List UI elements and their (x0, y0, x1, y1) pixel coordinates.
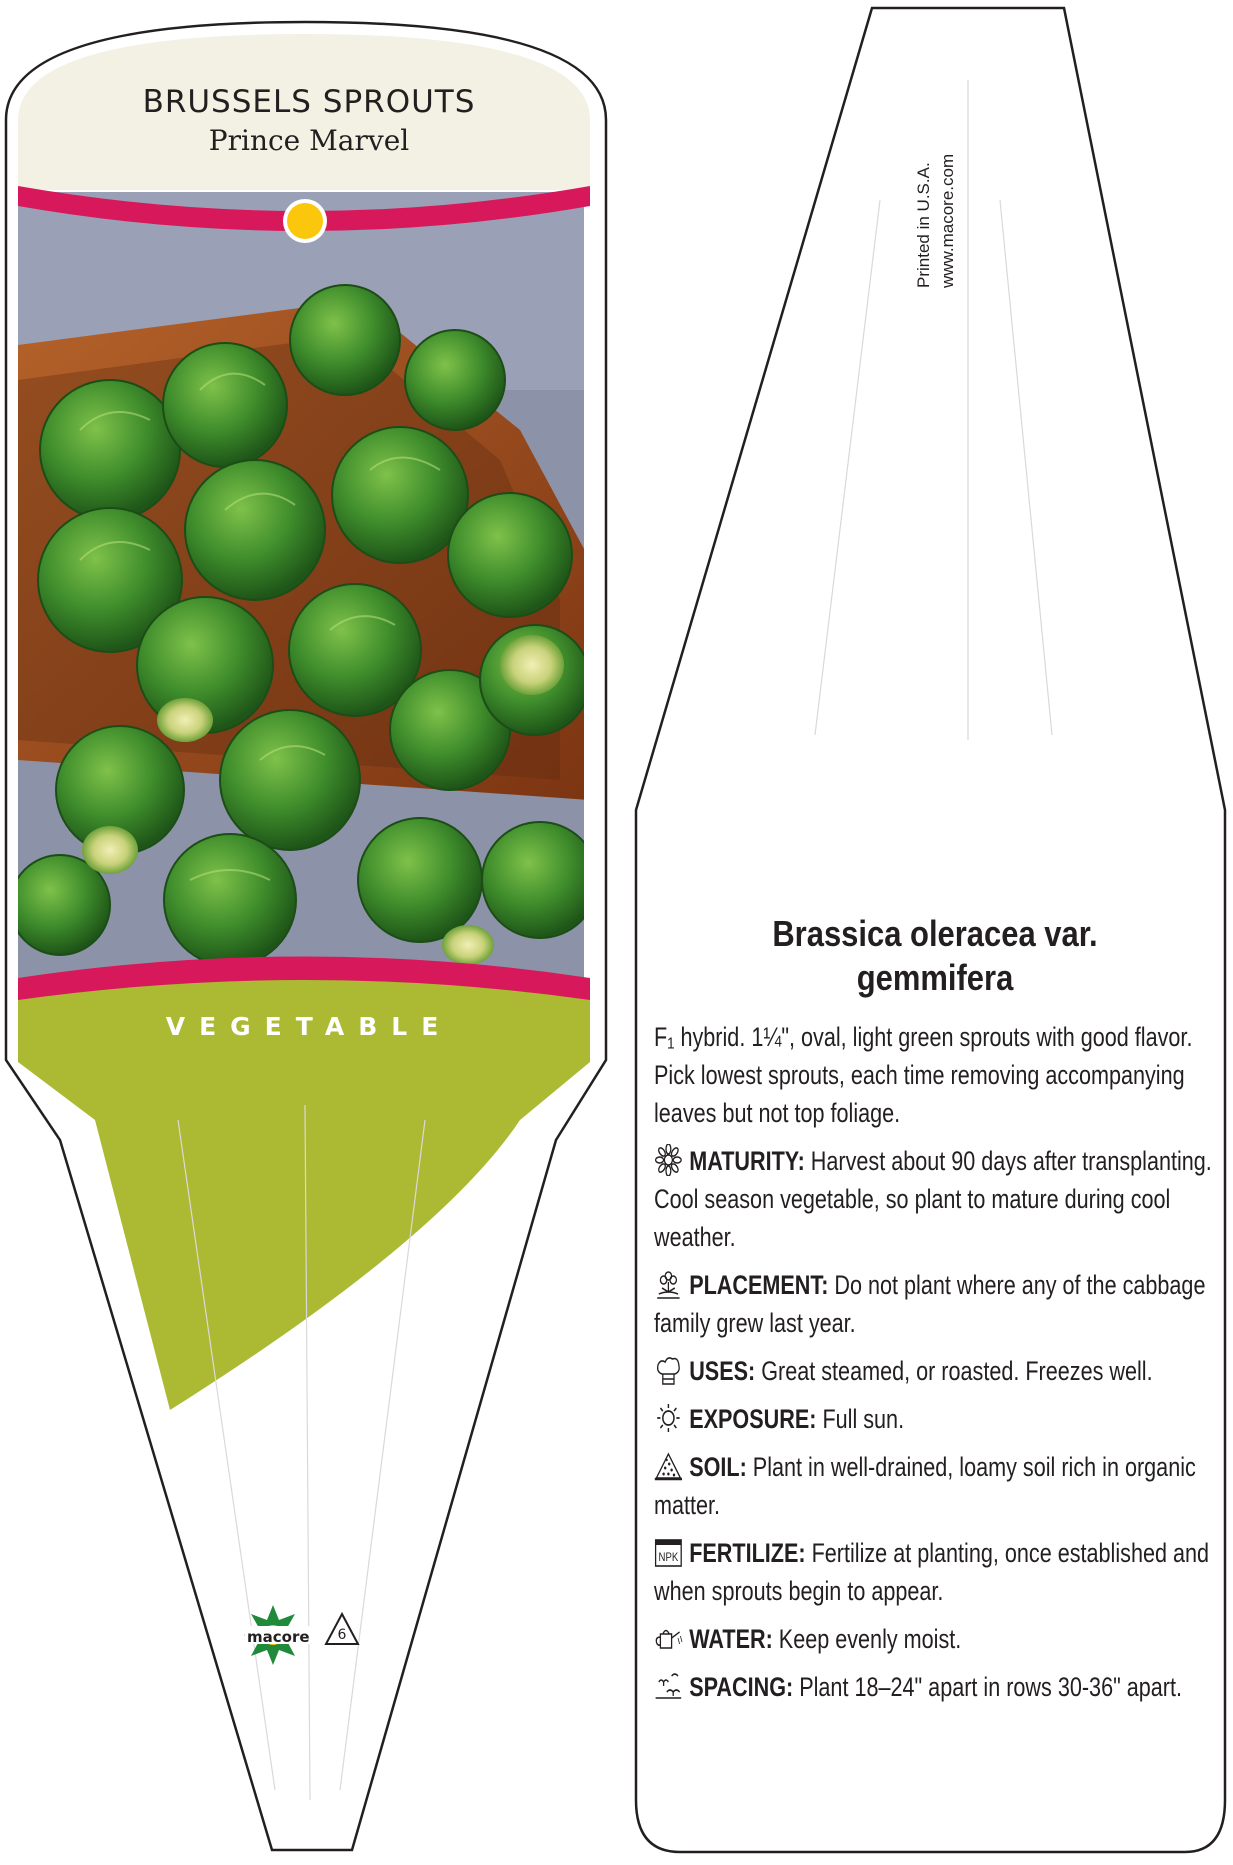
description: F₁ hybrid. 1¼", oval, light green sprouts with good flavor. Pick lowest sprouts, each time removing accompanying leaves but not top foliage. (654, 1022, 1193, 1128)
soil-section (654, 1448, 1214, 1524)
care-info (654, 1018, 1214, 1716)
fertilize-section (654, 1534, 1214, 1610)
water-section (654, 1620, 1214, 1658)
soil-label: SOIL: (689, 1452, 747, 1482)
watering-can-icon (654, 1622, 683, 1654)
sun-icon (654, 1402, 683, 1434)
exposure-label: EXPOSURE: (689, 1404, 817, 1434)
placement-section (654, 1266, 1214, 1342)
soil-text: Plant in well-drained, loamy soil rich in organic matter. (654, 1452, 1196, 1520)
npk-icon (654, 1536, 683, 1568)
botanical-name (690, 912, 1180, 1000)
fertilize-label: FERTILIZE: (689, 1538, 806, 1568)
exposure-section (654, 1400, 1214, 1438)
printed-in-label: Printed in U.S.A. (914, 162, 933, 288)
plant-name: BRUSSELS SPROUTS (142, 84, 476, 120)
uses-text: Great steamed, or roasted. Freezes well. (755, 1356, 1153, 1386)
placement-label: PLACEMENT: (689, 1270, 829, 1300)
chef-hat-icon (654, 1354, 683, 1386)
category-label: VEGETABLE (165, 1012, 453, 1041)
brand-logo-text: macore (247, 1628, 310, 1646)
water-label: WATER: (689, 1624, 773, 1654)
spacing-label: SPACING: (689, 1672, 794, 1702)
botanical-name-line-1: Brassica oleracea var. (772, 913, 1098, 954)
exposure-text: Full sun. (816, 1404, 905, 1434)
maturity-label: MATURITY: (689, 1146, 805, 1176)
recycle-code: 6 (337, 1627, 347, 1643)
spacing-text: Plant 18–24" apart in rows 30-36" apart. (793, 1672, 1182, 1702)
npk-text: NPK (658, 1551, 679, 1565)
flower-icon (654, 1144, 683, 1176)
uses-label: USES: (689, 1356, 756, 1386)
botanical-name-line-2: gemmifera (856, 957, 1014, 998)
maturity-text: Harvest about 90 days after transplanting. Cool season vegetable, so plant to mature during cool weather. (654, 1146, 1212, 1252)
water-text: Keep evenly moist. (772, 1624, 962, 1654)
seedling-icon (654, 1670, 683, 1702)
color-dot-icon (287, 203, 323, 239)
spacing-section (654, 1668, 1214, 1706)
maturity-section (654, 1142, 1214, 1256)
website-label: www.macore.com (938, 153, 957, 288)
variety-name: Prince Marvel (208, 124, 410, 157)
placement-text: Do not plant where any of the cabbage family grew last year. (654, 1270, 1206, 1338)
brussels-sprouts-photo (10, 190, 598, 1000)
soil-icon (654, 1450, 683, 1482)
placement-icon (654, 1268, 683, 1300)
fertilize-text: Fertilize at planting, once established and when sprouts begin to appear. (654, 1538, 1210, 1606)
uses-section (654, 1352, 1214, 1390)
